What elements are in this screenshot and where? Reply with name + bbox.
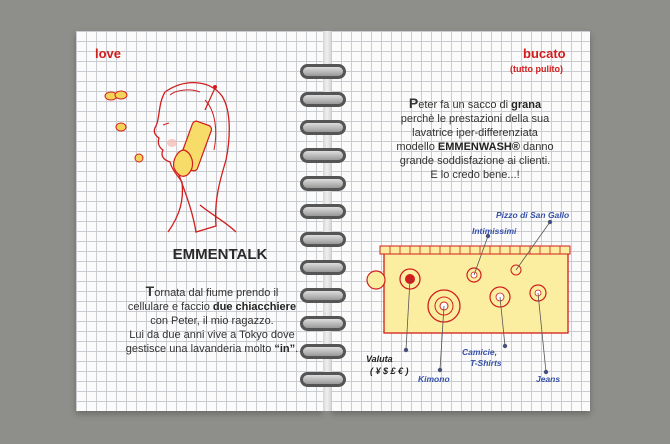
text-bold: grana [511,99,542,111]
text-line: lavatrice iper-differenziata [412,127,538,139]
text-bold: due chiacchiere [212,301,297,313]
text-line: gestisce una lavanderia molto [125,343,275,355]
label-valuta: Valuta [366,354,393,364]
label-pizzo-di-san-gallo: Pizzo di San Gallo [496,210,570,220]
page-subtag: (tutto pulito) [510,64,563,74]
page-tag-bucato: bucato [523,46,566,61]
text-line: . [295,343,299,355]
text-bold: EMMENWASH® [437,141,520,153]
label-jeans: Jeans [536,374,561,384]
text-line: E lo credo bene...! [430,169,520,181]
label-t-shirts: T-Shirts [470,358,502,368]
text-line: Lui da due anni vive a Tokyo dove [129,329,295,341]
text-line: cellulare e faccio [127,301,213,313]
label-valuta-currencies: ( ¥ $ £ € ) [370,366,409,376]
text-line: grande soddisfazione ai clienti. [399,155,551,167]
label-kimono: Kimono [418,374,450,384]
text-line: ornata dal fiume prendo il [154,287,279,299]
label-intimissimi: Intimissimi [472,226,517,236]
text-bold: “in” [274,343,296,355]
drop-cap: P [408,95,419,111]
text-line: modello [396,141,438,153]
text-line: eter fa un sacco di [418,99,512,111]
page-tag-love: love [95,46,122,61]
drop-cap: T [145,283,155,299]
page-title-emmentalk: EMMENTALK [172,246,268,263]
label-camicie: Camicie, [462,347,497,357]
text-line: danno [519,141,554,153]
text-line: perchè le prestazioni della sua [400,113,550,125]
text-line: con Peter, il mio ragazzo. [150,315,274,327]
